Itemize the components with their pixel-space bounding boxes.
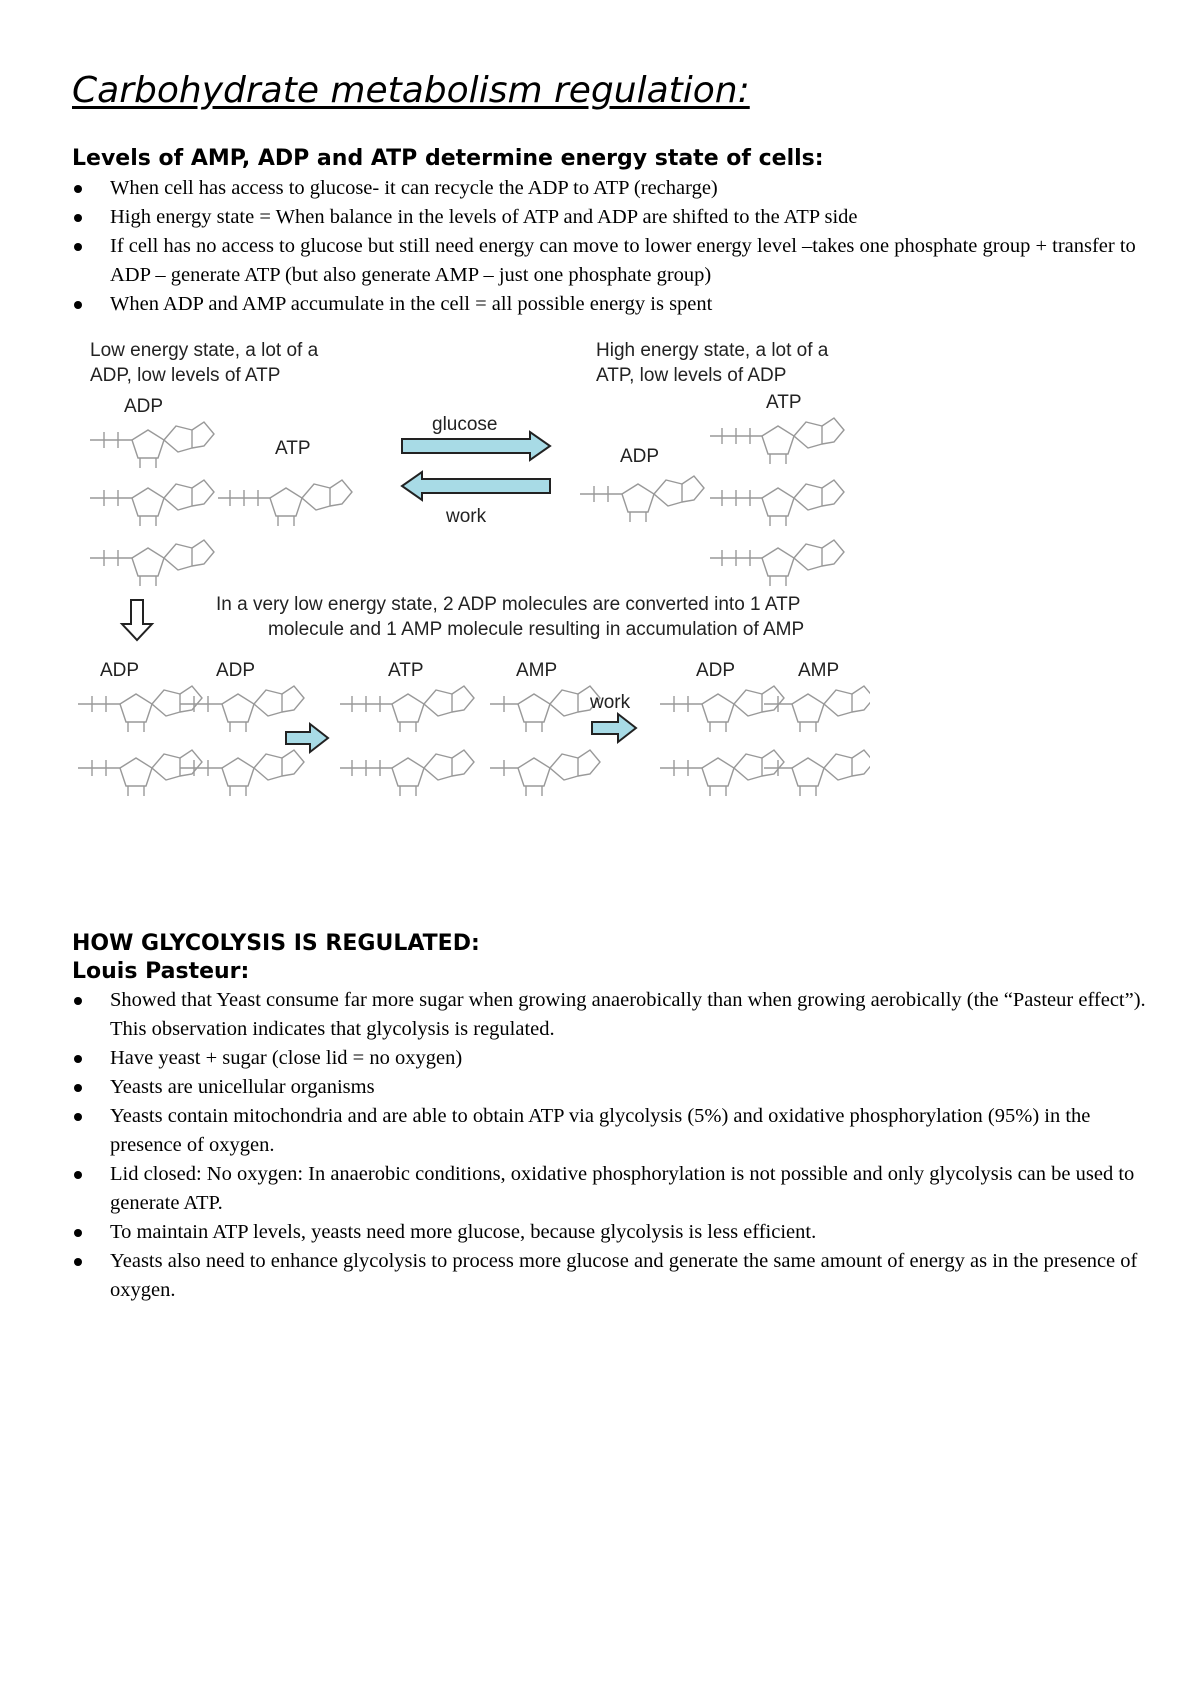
work-arrow-icon-2 [592,714,636,742]
high-energy-caption-line2: ATP, low levels of ADP [596,365,787,386]
energy-state-bullet-list [72,174,1152,319]
atp-molecule-icon [340,750,474,796]
amp-molecule-icon [490,750,600,796]
list-item: If cell has no access to glucose but still need energy can move to lower energy level –takes one phosphate group + transfer to ADP – generate ATP (but also generate AMP – just one phosphate group) [72,232,1152,290]
label-amp: AMP [798,660,840,681]
adp-molecule-icon [580,476,704,522]
list-item: When ADP and AMP accumulate in the cell = all possible energy is spent [72,290,1152,319]
atp-molecule-icon [710,540,844,586]
list-item: Have yeast + sugar (close lid = no oxygen) [72,1044,1152,1073]
high-energy-caption-line1: High energy state, a lot of a [596,340,829,361]
list-item: Lid closed: No oxygen: In anaerobic conditions, oxidative phosphorylation is not possible and only glycolysis can be used to generate ATP. [72,1160,1152,1218]
glycolysis-bullet-list [72,986,1152,1305]
list-item: Yeasts contain mitochondria and are able to obtain ATP via glycolysis (5%) and oxidative phosphorylation (95%) in the presence of oxygen. [72,1102,1152,1160]
list-item: Yeasts also need to enhance glycolysis to process more glucose and generate the same amount of energy as in the presence of oxygen. [72,1247,1152,1305]
list-item: When cell has access to glucose- it can recycle the ADP to ATP (recharge) [72,174,1152,203]
amp-molecule-icon [490,686,600,732]
label-atp: ATP [275,438,311,459]
very-low-caption-line1: In a very low energy state, 2 ADP molecules are converted into 1 ATP [216,594,801,615]
adp-molecule-icon [660,686,784,732]
glucose-label: glucose [432,414,498,435]
atp-molecule-icon [218,480,352,526]
list-item: High energy state = When balance in the levels of ATP and ADP are shifted to the ATP side [72,203,1152,232]
adp-molecule-icon [90,540,214,586]
low-energy-caption-line2: ADP, low levels of ATP [90,365,281,386]
subheading-louis-pasteur: Louis Pasteur: [72,959,250,984]
adp-molecule-icon [90,422,214,468]
label-atp: ATP [388,660,424,681]
list-item: To maintain ATP levels, yeasts need more glucose, because glycolysis is less efficient. [72,1218,1152,1247]
work-label: work [446,506,487,527]
label-adp: ADP [696,660,736,681]
page-title: Carbohydrate metabolism regulation: [72,70,750,111]
low-energy-caption-line1: Low energy state, a lot of a [90,340,319,361]
energy-state-figure [70,338,870,878]
work-label-2: work [590,692,631,713]
section-heading-glycolysis: HOW GLYCOLYSIS IS REGULATED: [72,931,480,956]
label-adp: ADP [100,660,140,681]
very-low-caption-line2: molecule and 1 AMP molecule resulting in accumulation of AMP [268,619,805,640]
atp-molecule-icon [710,480,844,526]
adp-molecule-icon [90,480,214,526]
label-atp-right: ATP [766,392,802,413]
label-adp: ADP [124,396,164,417]
list-item: Yeasts are unicellular organisms [72,1073,1152,1102]
adp-molecule-icon [78,686,202,732]
label-adp: ADP [216,660,256,681]
adp-molecule-icon [660,750,784,796]
list-item: Showed that Yeast consume far more sugar when growing anaerobically than when growing aerobically (the “Pasteur effect”). This observation indicates that glycolysis is regulated. [72,986,1152,1044]
glucose-arrow-icon [402,432,550,460]
section-heading-energy-state: Levels of AMP, ADP and ATP determine energy state of cells: [72,146,824,171]
convert-arrow-icon [286,724,328,752]
atp-molecule-icon [340,686,474,732]
down-arrow-icon [122,600,152,640]
adp-molecule-icon [78,750,202,796]
work-arrow-icon [402,472,550,500]
label-amp: AMP [516,660,558,681]
atp-molecule-icon [710,418,844,464]
label-adp-right: ADP [620,446,660,467]
